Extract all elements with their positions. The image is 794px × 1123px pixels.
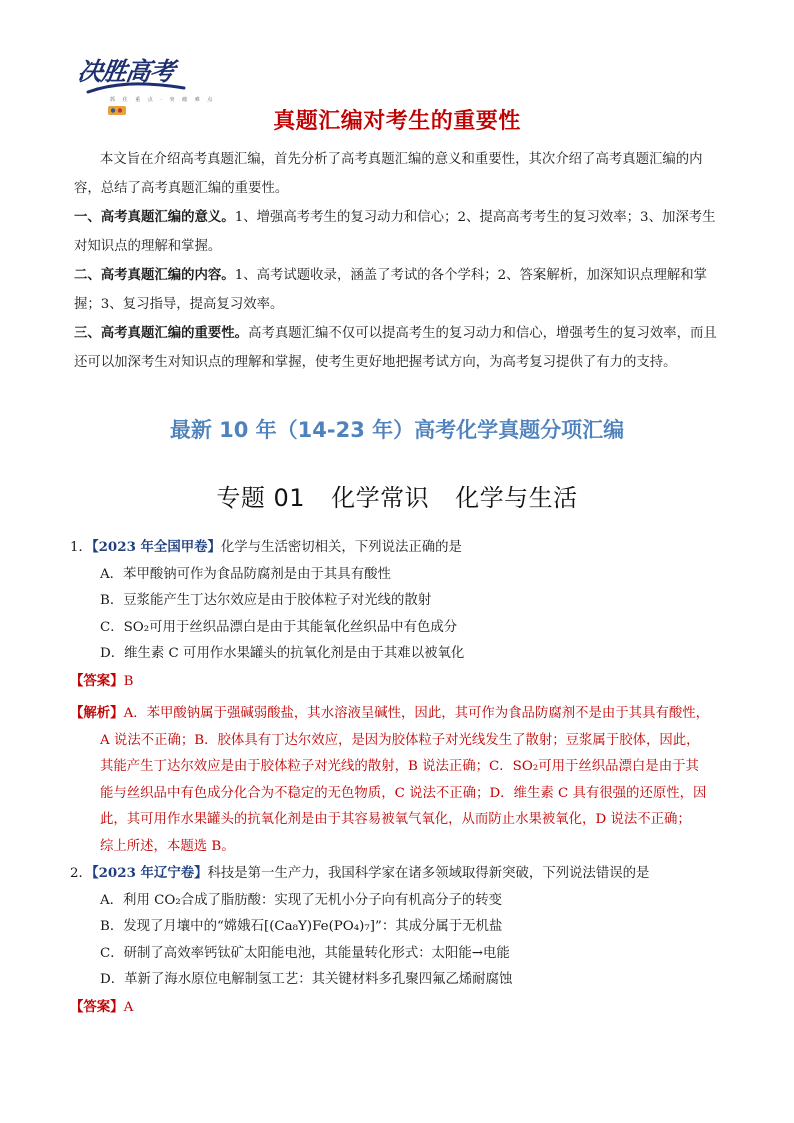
- section-body: 1、高考试题收录，涵盖了考试的各个学科；2、答案解析，加深知识点理解和掌握；3、复习指导，提高复习效率。: [74, 268, 708, 312]
- question-stem: [70, 534, 730, 562]
- answer-value: A: [123, 999, 134, 1015]
- section-body: 1、增强高考考生的复习动力和信心；2、提高高考考生的复习效率；3、加深考生对知识点的理解和掌握。: [74, 210, 716, 254]
- answer-label: 【答案】: [70, 672, 124, 689]
- intro-paragraph: 本文旨在介绍高考真题汇编，首先分析了高考真题汇编的意义和重要性，其次介绍了高考真题汇编的内容，总结了高考真题汇编的重要性。: [74, 152, 703, 196]
- question-2: [70, 860, 730, 1021]
- logo-subtitle: 抓 住 重 点 · 突 破 难 点: [110, 97, 216, 103]
- explanation-line: A 说法不正确；B．胶体具有丁达尔效应，是因为胶体粒子对光线发生了散射；豆浆属于胶体，因此，: [100, 732, 700, 748]
- question-text: 化学与生活密切相关，下列说法正确的是: [220, 540, 462, 555]
- explanation-line: 能与丝织品中有色成分化合为不稳定的无色物质，C 说法不正确；D．维生素 C 具有很强的还原性，因: [100, 785, 707, 801]
- explanation-1: [70, 700, 730, 860]
- question-number: 2．: [70, 866, 92, 881]
- explanation-label: 【解析】: [70, 705, 124, 721]
- question-source-tag: 【2023 年全国甲卷】: [91, 539, 221, 555]
- series-title: 最新 10 年（14-23 年）高考化学真题分项汇编: [169, 418, 625, 442]
- logo-swoosh-icon: [86, 80, 186, 96]
- question-text: 科技是第一生产力，我国科学家在诸多领域取得新突破，下列说法错误的是: [207, 866, 650, 881]
- question-number: 1．: [70, 540, 92, 555]
- section-heading: 三、高考真题汇编的重要性。: [74, 325, 249, 341]
- option-a: A．利用 CO₂合成了脂肪酸：实现了无机小分子向有机高分子的转变: [100, 892, 503, 908]
- answer-value: B: [123, 673, 134, 689]
- section-heading: 二、高考真题汇编的内容。: [74, 267, 235, 283]
- section-body: 高考真题汇编不仅可以提高考生的复习动力和信心，增强考生的复习效率，而且还可以加深考生对知识点的理解和掌握，使考生更好地把握考试方向，为高考复习提供了有力的支持。: [74, 326, 717, 370]
- explanation-line: 其能产生丁达尔效应是由于胶体粒子对光线的散射，B 说法正确；C．SO₂可用于丝织品漂白是由于其: [100, 759, 699, 774]
- option-d: D．维生素 C 可用作水果罐头的抗氧化剂是由于其难以被氧化: [100, 646, 465, 661]
- explanation-line: 综上所述，本题选 B。: [100, 838, 235, 854]
- option-a: A．苯甲酸钠可作为食品防腐剂是由于其具有酸性: [100, 566, 391, 582]
- topic-number: 专题 01: [216, 484, 306, 512]
- question-source-tag: 【2023 年辽宁卷】: [91, 865, 208, 881]
- option-c: C．研制了高效率钙钛矿太阳能电池，其能量转化形式：太阳能→电能: [100, 945, 510, 961]
- question-stem: [70, 860, 730, 888]
- explanation-line: 此，其可用作水果罐头的抗氧化剂是由于其容易被氧气氧化，从而防止水果被氧化，D 说法不正确；: [100, 812, 691, 827]
- answer-line: [70, 994, 730, 1022]
- question-1: [70, 534, 730, 695]
- topic-name-2: 化学与生活: [455, 484, 578, 512]
- answer-label: 【答案】: [70, 998, 124, 1015]
- answer-line: [70, 668, 730, 696]
- topic-title: [0, 478, 794, 513]
- option-c: C．SO₂可用于丝织品漂白是由于其能氧化丝织品中有色成分: [100, 619, 458, 635]
- logo-text: 决胜高考: [75, 57, 176, 86]
- main-title: 真题汇编对考生的重要性: [273, 109, 521, 134]
- section-meaning: [74, 203, 726, 261]
- explanation-line: 【解析】A．苯甲酸钠属于强碱弱酸盐，其水溶液呈碱性，因此，其可作为食品防腐剂不是由于其具有酸性，: [70, 705, 710, 721]
- section-heading: 一、高考真题汇编的意义。: [74, 209, 235, 225]
- option-d: D．革新了海水原位电解制氢工艺：其关键材料多孔聚四氟乙烯耐腐蚀: [100, 972, 513, 987]
- topic-name-1: 化学常识: [331, 484, 430, 512]
- section-content: [74, 261, 726, 319]
- section-importance: [74, 319, 726, 377]
- option-b: B．发现了月壤中的“嫦娥石[(Ca₈Y)Fe(PO₄)₇]”：其成分属于无机盐: [100, 919, 503, 934]
- option-b: B．豆浆能产生丁达尔效应是由于胶体粒子对光线的散射: [100, 593, 432, 608]
